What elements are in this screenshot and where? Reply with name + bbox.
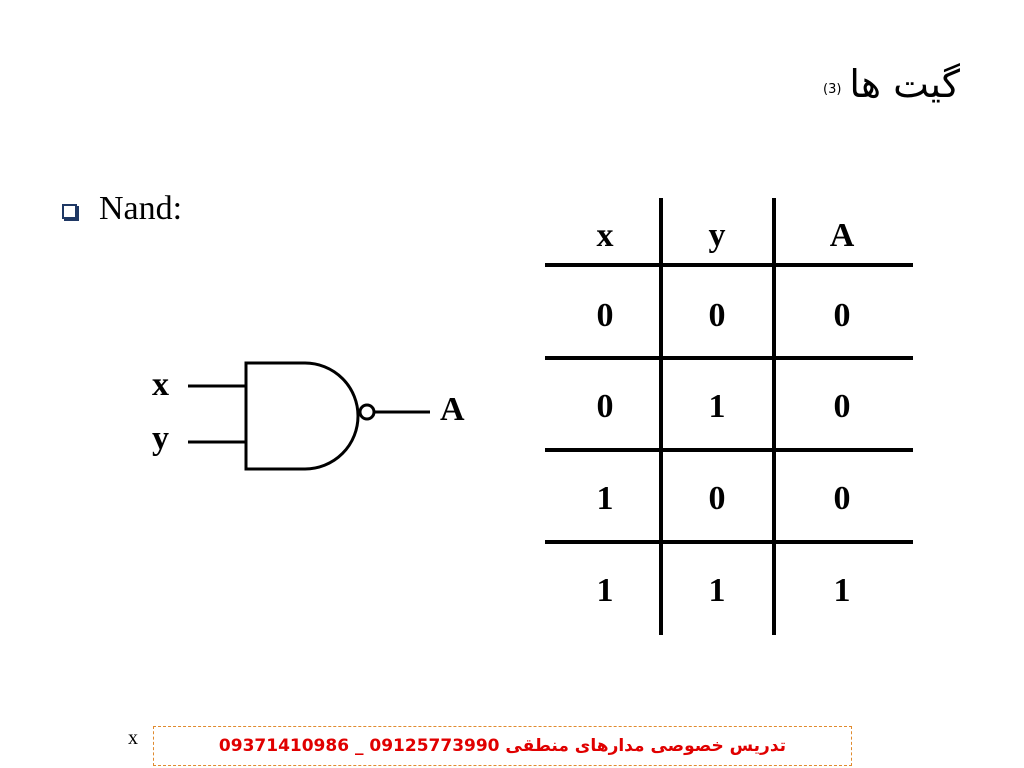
nand-inversion-bubble — [360, 405, 374, 419]
footer-text: تدریس خصوصی مدارهای منطقی 09125773990 _ 09371410986 — [218, 736, 787, 756]
nand-gate-diagram — [140, 350, 480, 480]
table-row-divider — [545, 448, 913, 452]
table-cell: 1 — [833, 572, 851, 609]
input-x-label: x — [152, 366, 169, 403]
table-cell: 1 — [596, 480, 614, 517]
truth-table — [545, 198, 913, 635]
table-cell: 0 — [833, 388, 851, 425]
slide-title — [823, 62, 960, 106]
table-cell: 1 — [596, 572, 614, 609]
slide-title-number: (3) — [822, 82, 842, 97]
table-cell: 0 — [833, 480, 851, 517]
nand-gate-body — [246, 363, 358, 469]
table-row-divider — [545, 540, 913, 544]
table-cell: 1 — [708, 572, 726, 609]
table-header-a: A — [829, 217, 855, 254]
table-row-divider — [545, 356, 913, 360]
table-row-divider — [545, 263, 913, 267]
table-cell: 0 — [833, 297, 851, 334]
footer-banner — [153, 726, 852, 766]
bullet-square-icon — [62, 204, 77, 219]
input-y-label: y — [152, 420, 169, 457]
bullet-text: Nand: — [99, 190, 183, 227]
slide-title-text: گیت ها — [849, 62, 960, 106]
table-cell: 0 — [596, 388, 614, 425]
table-header-x: x — [596, 217, 614, 254]
output-label: A — [440, 391, 465, 428]
footer-mark: x — [128, 727, 138, 749]
table-cell: 1 — [708, 388, 726, 425]
table-cell: 0 — [708, 480, 726, 517]
table-cell: 0 — [596, 297, 614, 334]
table-cell: 0 — [708, 297, 726, 334]
bullet-item — [62, 190, 182, 228]
table-header-y: y — [708, 217, 726, 254]
